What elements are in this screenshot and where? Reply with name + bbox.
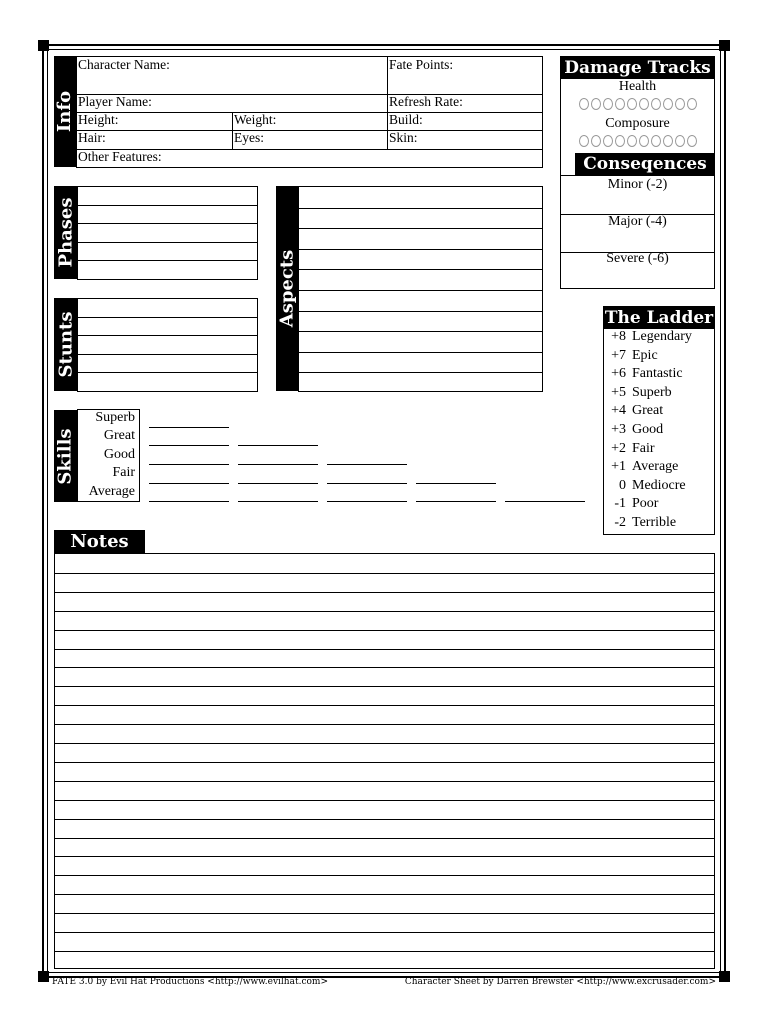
stunts-list[interactable] <box>77 298 258 392</box>
ladder-value: +2 <box>611 440 626 456</box>
ladder-value: -2 <box>614 514 626 530</box>
damage-section <box>560 56 715 289</box>
stress-box[interactable] <box>639 135 649 147</box>
aspect-line[interactable] <box>299 372 542 373</box>
ladder-row <box>604 347 714 366</box>
stress-box[interactable] <box>651 135 661 147</box>
hair-field[interactable]: Hair: <box>78 130 106 145</box>
note-line[interactable] <box>55 705 714 706</box>
stress-box[interactable] <box>603 98 613 110</box>
ladder-row <box>604 328 714 347</box>
stress-box[interactable] <box>627 98 637 110</box>
stress-box[interactable] <box>687 98 697 110</box>
severe-consequence[interactable]: Severe (-6) <box>606 251 669 266</box>
note-line[interactable] <box>55 667 714 668</box>
aspect-line[interactable] <box>299 331 542 332</box>
ladder-title: The Ladder <box>604 308 714 328</box>
skill-slot[interactable] <box>505 501 585 502</box>
ladder-name: Fantastic <box>632 366 683 382</box>
aspect-line[interactable] <box>299 249 542 250</box>
note-line[interactable] <box>55 951 714 952</box>
composure-label: Composure <box>605 116 670 131</box>
ladder-row <box>604 365 714 384</box>
ladder-name: Poor <box>632 496 659 512</box>
note-line[interactable] <box>55 743 714 744</box>
footer-credit-right: Character Sheet by Darren Brewster <http://www.excrusader.com> <box>404 977 716 987</box>
stress-box[interactable] <box>639 98 649 110</box>
ladder-value: +7 <box>611 347 626 363</box>
skill-slot[interactable] <box>238 445 318 446</box>
note-line[interactable] <box>55 913 714 914</box>
skills-levels <box>77 409 140 502</box>
ladder-row <box>604 384 714 403</box>
weight-field[interactable]: Weight: <box>234 112 277 127</box>
ladder-name: Fair <box>632 440 655 456</box>
fate-points-field[interactable]: Fate Points: <box>389 57 454 72</box>
ladder-list <box>604 328 714 533</box>
note-line[interactable] <box>55 592 714 593</box>
ladder-name: Mediocre <box>632 477 686 493</box>
ladder-row <box>604 402 714 421</box>
skill-slot[interactable] <box>149 464 229 465</box>
skill-slot[interactable] <box>416 501 496 502</box>
note-line[interactable] <box>55 781 714 782</box>
notes-area[interactable] <box>54 553 715 969</box>
skill-level-great: Great <box>103 428 135 443</box>
ladder-name: Great <box>632 403 664 419</box>
stress-box[interactable] <box>615 98 625 110</box>
stress-box[interactable] <box>579 135 589 147</box>
ladder-row <box>604 495 714 514</box>
aspect-line[interactable] <box>299 208 542 209</box>
ladder-row <box>604 421 714 440</box>
consequences-title: Conseqences <box>575 153 715 175</box>
ladder-name: Superb <box>632 384 672 400</box>
ladder-value: +3 <box>611 421 626 437</box>
ladder-value: +1 <box>611 459 626 475</box>
corner-marker <box>719 40 730 51</box>
corner-marker <box>38 971 49 982</box>
stress-box[interactable] <box>591 98 601 110</box>
note-line[interactable] <box>55 573 714 574</box>
ladder-row <box>604 440 714 459</box>
skill-slot[interactable] <box>238 483 318 484</box>
ladder-name: Good <box>632 421 664 437</box>
stress-box[interactable] <box>675 135 685 147</box>
other-features-field[interactable]: Other Features: <box>78 149 162 164</box>
ladder-name: Average <box>632 459 679 475</box>
notes-title: Notes <box>54 530 145 553</box>
skill-slot[interactable] <box>149 501 229 502</box>
composure-track[interactable] <box>561 135 714 147</box>
note-line[interactable] <box>55 838 714 839</box>
height-field[interactable]: Height: <box>78 112 119 127</box>
ladder-row <box>604 458 714 477</box>
skill-level-fair: Fair <box>112 465 135 480</box>
note-line[interactable] <box>55 724 714 725</box>
aspect-line[interactable] <box>299 290 542 291</box>
ladder-value: +8 <box>611 329 626 344</box>
note-line[interactable] <box>55 894 714 895</box>
stress-box[interactable] <box>675 98 685 110</box>
ladder-value: 0 <box>619 477 626 493</box>
skill-slot[interactable] <box>416 483 496 484</box>
ladder-name: Terrible <box>632 514 677 530</box>
stress-box[interactable] <box>603 135 613 147</box>
phases-tab: Phases <box>54 186 77 279</box>
note-line[interactable] <box>55 649 714 650</box>
skill-slot[interactable] <box>327 501 407 502</box>
aspects-list[interactable] <box>298 186 543 392</box>
health-track[interactable] <box>561 98 714 110</box>
note-line[interactable] <box>55 800 714 801</box>
skill-slot[interactable] <box>238 501 318 502</box>
stress-box[interactable] <box>615 135 625 147</box>
skill-slot[interactable] <box>149 445 229 446</box>
skin-field[interactable]: Skin: <box>389 130 418 145</box>
stress-box[interactable] <box>663 135 673 147</box>
skill-slot[interactable] <box>149 483 229 484</box>
corner-marker <box>719 971 730 982</box>
minor-consequence[interactable]: Minor (-2) <box>607 177 668 192</box>
health-label: Health <box>618 79 657 94</box>
ladder-name: Legendary <box>632 329 692 344</box>
skills-tab: Skills <box>54 410 77 502</box>
aspect-line[interactable] <box>299 228 542 229</box>
stunts-tab: Stunts <box>54 298 77 391</box>
stress-box[interactable] <box>663 98 673 110</box>
note-line[interactable] <box>55 875 714 876</box>
skill-slot[interactable] <box>327 483 407 484</box>
note-line[interactable] <box>55 611 714 612</box>
stress-box[interactable] <box>651 98 661 110</box>
aspect-line[interactable] <box>299 269 542 270</box>
footer-credit-left: FATE 3.0 by Evil Hat Productions <http://www.evilhat.com> <box>52 977 328 987</box>
info-tab: Info <box>54 56 76 167</box>
stress-box[interactable] <box>627 135 637 147</box>
major-consequence[interactable]: Major (-4) <box>608 214 667 229</box>
stress-box[interactable] <box>579 98 589 110</box>
eyes-field[interactable]: Eyes: <box>234 130 264 145</box>
player-name-field[interactable]: Player Name: <box>78 94 152 109</box>
ladder-name: Epic <box>632 347 658 363</box>
note-line[interactable] <box>55 630 714 631</box>
skill-level-good: Good <box>103 447 135 462</box>
info-section <box>76 56 543 168</box>
note-line[interactable] <box>55 762 714 763</box>
aspects-tab: Aspects <box>276 186 298 391</box>
build-field[interactable]: Build: <box>389 112 423 127</box>
stress-box[interactable] <box>591 135 601 147</box>
character-name-field[interactable]: Character Name: <box>78 57 170 72</box>
note-line[interactable] <box>55 686 714 687</box>
damage-tracks-title: Damage Tracks <box>561 57 714 79</box>
stress-box[interactable] <box>687 135 697 147</box>
corner-marker <box>38 40 49 51</box>
note-line[interactable] <box>55 932 714 933</box>
skill-slot[interactable] <box>149 427 229 428</box>
ladder-value: +5 <box>611 384 626 400</box>
aspect-line[interactable] <box>299 311 542 312</box>
skill-slot[interactable] <box>327 464 407 465</box>
note-line[interactable] <box>55 856 714 857</box>
ladder-value: +6 <box>611 366 626 382</box>
skill-level-superb: Superb <box>95 410 135 425</box>
ladder-row <box>604 514 714 533</box>
refresh-rate-field[interactable]: Refresh Rate: <box>389 94 463 109</box>
note-line[interactable] <box>55 819 714 820</box>
ladder-section <box>603 306 715 535</box>
skill-level-average: Average <box>88 484 135 499</box>
aspect-line[interactable] <box>299 352 542 353</box>
phases-list[interactable] <box>77 186 258 280</box>
skill-slot[interactable] <box>238 464 318 465</box>
ladder-row <box>604 477 714 496</box>
ladder-value: +4 <box>611 403 626 419</box>
ladder-value: -1 <box>614 496 626 512</box>
